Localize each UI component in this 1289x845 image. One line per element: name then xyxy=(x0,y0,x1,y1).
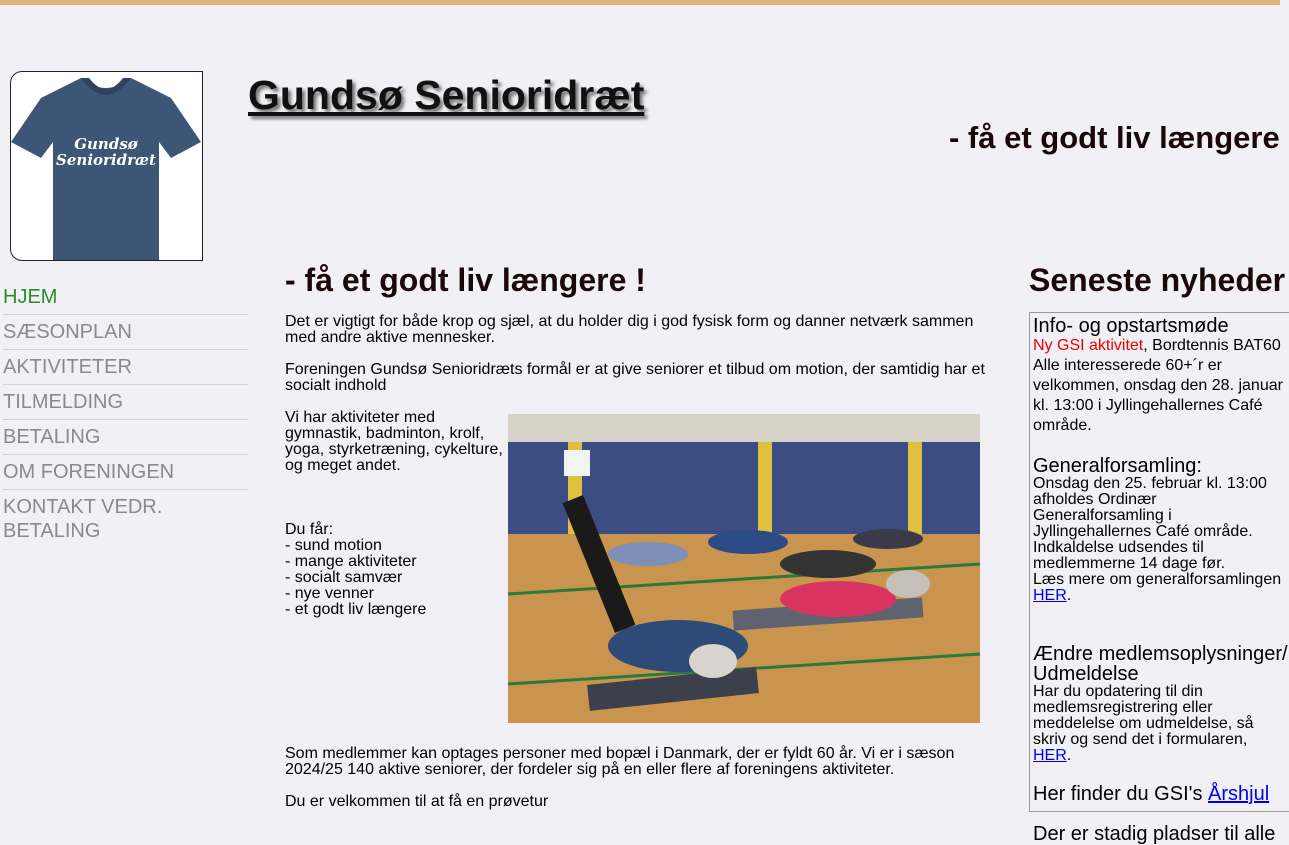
membership-form-link[interactable]: HER xyxy=(1033,747,1067,764)
news-item-title: Der er stadig pladser til alle xyxy=(1033,823,1276,845)
svg-text:Gundsø: Gundsø xyxy=(74,135,138,153)
spacer xyxy=(1033,624,1289,644)
list-item: - socialt samvær xyxy=(285,569,403,586)
nav-item-betaling[interactable]: BETALING xyxy=(3,420,248,455)
news-item-title: Info- og opstartsmøde xyxy=(1033,315,1229,337)
list-item: - sund motion xyxy=(285,537,382,554)
trial-text: Du er velkommen til at få en prøvetur xyxy=(285,793,549,810)
news-panel xyxy=(1029,312,1289,845)
page-heading: - få et godt liv længere ! xyxy=(285,262,646,298)
annual-wheel-text: Her finder du GSI's xyxy=(1033,783,1203,805)
main-navigation xyxy=(3,280,248,543)
spacer xyxy=(1033,764,1289,784)
new-activity-label: Ny GSI aktivitet xyxy=(1033,337,1144,354)
list-item: - mange aktiviteter xyxy=(285,553,417,570)
nav-item-tilmelding[interactable]: TILMELDING xyxy=(3,385,248,420)
news-item-body-text: Har du opdatering til din medlemsregistrering eller meddelelse om udmeldelse, så skriv og send det i formularen, xyxy=(1033,683,1254,748)
news-item-body: Onsdag den 25. februar kl. 13:00 afholdes Ordinær Generalforsamling i Jyllingehallernes Café område. Indkaldelse udsendes til medlemmerne 14 dage før. xyxy=(1033,475,1267,572)
news-item-subtitle xyxy=(1033,336,1289,356)
spacer xyxy=(1033,436,1289,456)
purpose-text: Foreningen Gundsø Senioridræts formål er at give seniorer et tilbud om motion, der samtidig har et socialt indhold xyxy=(285,361,985,394)
top-accent-bar xyxy=(0,0,1280,5)
svg-text:Senioridræt: Senioridræt xyxy=(56,151,156,169)
benefits-heading: Du får: xyxy=(285,521,334,538)
news-item-more: Læs mere om generalforsamlingen xyxy=(1033,571,1282,588)
intro-text: Det er vigtigt for både krop og sjæl, at du holder dig i god fysisk form og danner netværk sammen med andre aktive mennesker. xyxy=(285,313,974,346)
news-heading: Seneste nyheder xyxy=(1029,262,1286,298)
general-meeting-link[interactable]: HER xyxy=(1033,587,1067,604)
list-item: - et godt liv længere xyxy=(285,601,427,618)
news-item-body: Har du opdatering til din medlemsregistrering eller meddelelse om udmeldelse, så skriv og send det i formularen, HER. xyxy=(1033,683,1254,764)
nav-item-kontakt-betaling[interactable]: KONTAKT VEDR. BETALING xyxy=(3,496,163,542)
spacer xyxy=(1033,804,1289,824)
benefits-list xyxy=(285,522,507,618)
membership-text: Som medlemmer kan optages personer med bopæl i Danmark, der er fyldt 60 år. Vi er i sæson 2024/25 140 aktive seniorer, der fordeler sig på en eller flere af foreningens aktiviteter. xyxy=(285,745,955,778)
annual-wheel-link[interactable]: Årshjul xyxy=(1208,783,1270,805)
site-title[interactable]: Gundsø Senioridræt xyxy=(248,72,645,118)
news-item-title: Generalforsamling: xyxy=(1033,455,1202,477)
activities-text: Vi har aktiviteter med gymnastik, badminton, krolf, yoga, styrketræning, cykelture, og meget andet. xyxy=(285,409,503,474)
site-tagline: - få et godt liv længere xyxy=(949,120,1280,155)
gymnastics-photo xyxy=(508,414,980,723)
news-item-link-line: HER. xyxy=(1033,587,1072,604)
new-activity-name: , Bordtennis BAT60 xyxy=(1143,337,1281,354)
list-item: - nye venner xyxy=(285,585,374,602)
nav-item-aktiviteter[interactable]: AKTIVITETER xyxy=(3,350,248,385)
news-item-title: Ændre medlemsoplysninger/ Udmeldelse xyxy=(1033,643,1288,685)
nav-item-om-foreningen[interactable]: OM FORENINGEN xyxy=(3,455,248,490)
spacer xyxy=(1033,604,1289,624)
nav-item-hjem[interactable]: HJEM xyxy=(3,280,248,315)
main-content xyxy=(285,262,995,810)
nav-item-saesonplan[interactable]: SÆSONPLAN xyxy=(3,315,248,350)
news-item-annual-wheel xyxy=(1033,784,1289,804)
logo-tshirt-image[interactable] xyxy=(10,71,203,261)
news-item-body: Alle interesserede 60+´r er velkommen, onsdag den 28. januar kl. 13:00 i Jyllingehallernes Café område. xyxy=(1033,357,1283,434)
